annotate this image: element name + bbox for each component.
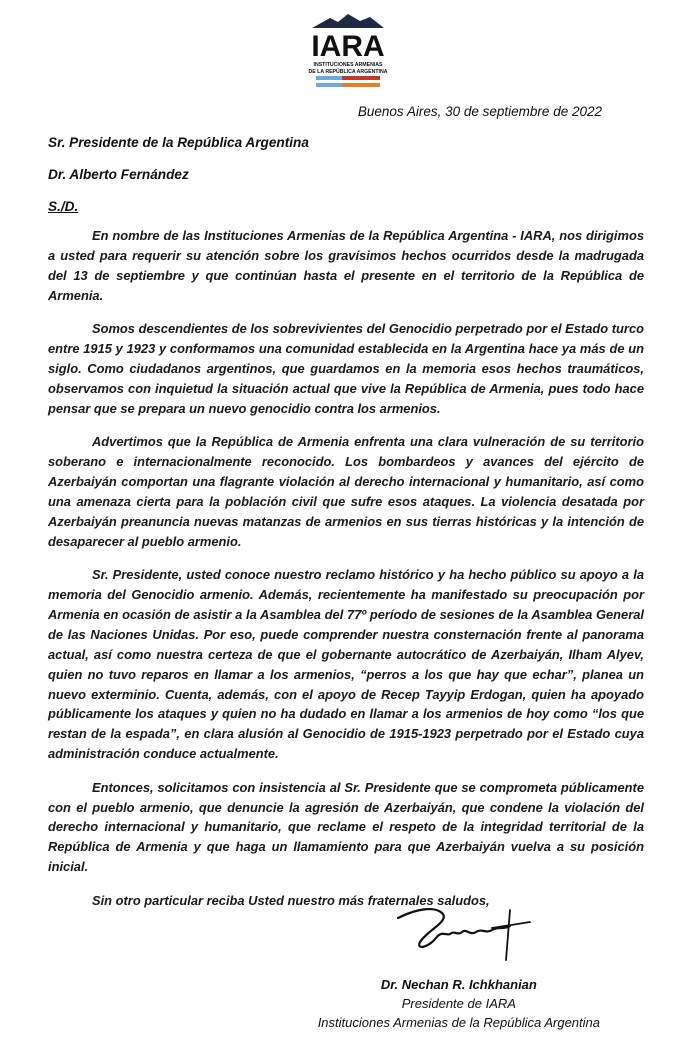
addressee-line-2: Dr. Alberto Fernández: [48, 167, 189, 182]
mountain-icon: [312, 14, 384, 28]
signer-name: Dr. Nechan R. Ichkhanian: [380, 977, 537, 992]
paragraph-2: Somos descendientes de los sobrevivientes del Genocidio perpetrado por el Estado turco entre 1915 y 1923 y conformamos una comunidad establecida en la Argentina hace ya más de un siglo. Como ciudadanos argentinos, que guardamos en la memoria esos hechos traumáticos, observamos con inquietud la situación actual que vive la República de Armenia, pues todo hace pensar que se prepara un nuevo genocidio contra los armenios.: [48, 321, 644, 416]
signer-organization: Instituciones Armenias de la República Argentina: [317, 1015, 600, 1030]
signer-block: [318, 975, 600, 1032]
iara-logo: [304, 12, 392, 94]
closing-line: Sin otro particular reciba Usted nuestro más fraternales saludos,: [92, 892, 490, 908]
flag-stripe-orange: [342, 83, 380, 87]
handwritten-signature: [388, 900, 538, 970]
flag-stripe-white: [316, 80, 380, 83]
paragraph-3: Advertimos que la República de Armenia enfrenta una clara vulneración de su territorio soberano e internacionalmente reconocido. Los bombardeos y avances del ejército de Azerbaiyán comportan una flagrante violación al derecho internacional y humanitario, así como una amenaza cierta para la población civil que sufre esos ataques. La violencia desatada por Azerbaiyán preanuncia nuevas matanzas de armenios en sus tierras históricas y la intención de desaparecer al pueblo armenio.: [48, 434, 644, 549]
logo-wordmark: IARA: [311, 30, 385, 63]
iara-logo-graphic: [304, 12, 392, 94]
paragraph-4: Sr. Presidente, usted conoce nuestro reclamo histórico y ha hecho público su apoyo a la memoria del Genocidio armenio. Además, recientemente ha manifestado su preocupación por Armenia en ocasión de asistir a la Asamblea del 77º período de sesiones de la Asamblea General de las Naciones Unidas. Por eso, puede comprender nuestra consternación frente al panorama actual, así como nuestra certeza de que el gobernante autocrático de Azerbaiyán, Ilham Alyev, quien no tuvo reparos en llamar a los armenios, “perros a los que hay que echar”, planea un nuevo exterminio. Cuenta, además, con el apoyo de Recep Tayyip Erdogan, quien ha apoyado públicamente los ataques y quien no ha dudado en llamar a los armenios de hoy como “los que restan de la espada”, en clara alusión al Genocidio de 1915-1923 perpetrado por el Estado cuya administración conduce actualmente.: [48, 567, 644, 762]
logo-tagline-2: DE LA REPÚBLICA ARGENTINA: [308, 69, 388, 75]
letter-date: Buenos Aires, 30 de septiembre de 2022: [357, 104, 602, 119]
paragraph-1: En nombre de las Instituciones Armenias de la República Argentina - IARA, nos dirigimos a usted para requerir su atención sobre los gravísimos hechos ocurridos desde la madrugada del 13 de septiembre y que continúan hasta el presente en el territorio de la República de Armenia.: [48, 228, 644, 303]
signer-title: Presidente de IARA: [401, 996, 516, 1011]
flag-stripe-red: [342, 76, 380, 80]
logo-tagline-1: INSTITUCIONES ARMENIAS: [313, 62, 383, 68]
paragraph-5: Entonces, solicitamos con insistencia al Sr. Presidente que se comprometa públicamente con el pueblo armenio, que denuncie la agresión de Azerbaiyán, que condene la violación del derecho internacional y humanitario, que reclame el respeto de la integridad territorial de la República de Armenia y que haga un llamamiento para que Azerbaiyán vuelva a su posición inicial.: [48, 779, 644, 875]
addressee-line-1: Sr. Presidente de la República Argentina: [48, 135, 309, 150]
letter-body: [48, 226, 644, 924]
addressee-line-3: S./D.: [48, 199, 79, 214]
